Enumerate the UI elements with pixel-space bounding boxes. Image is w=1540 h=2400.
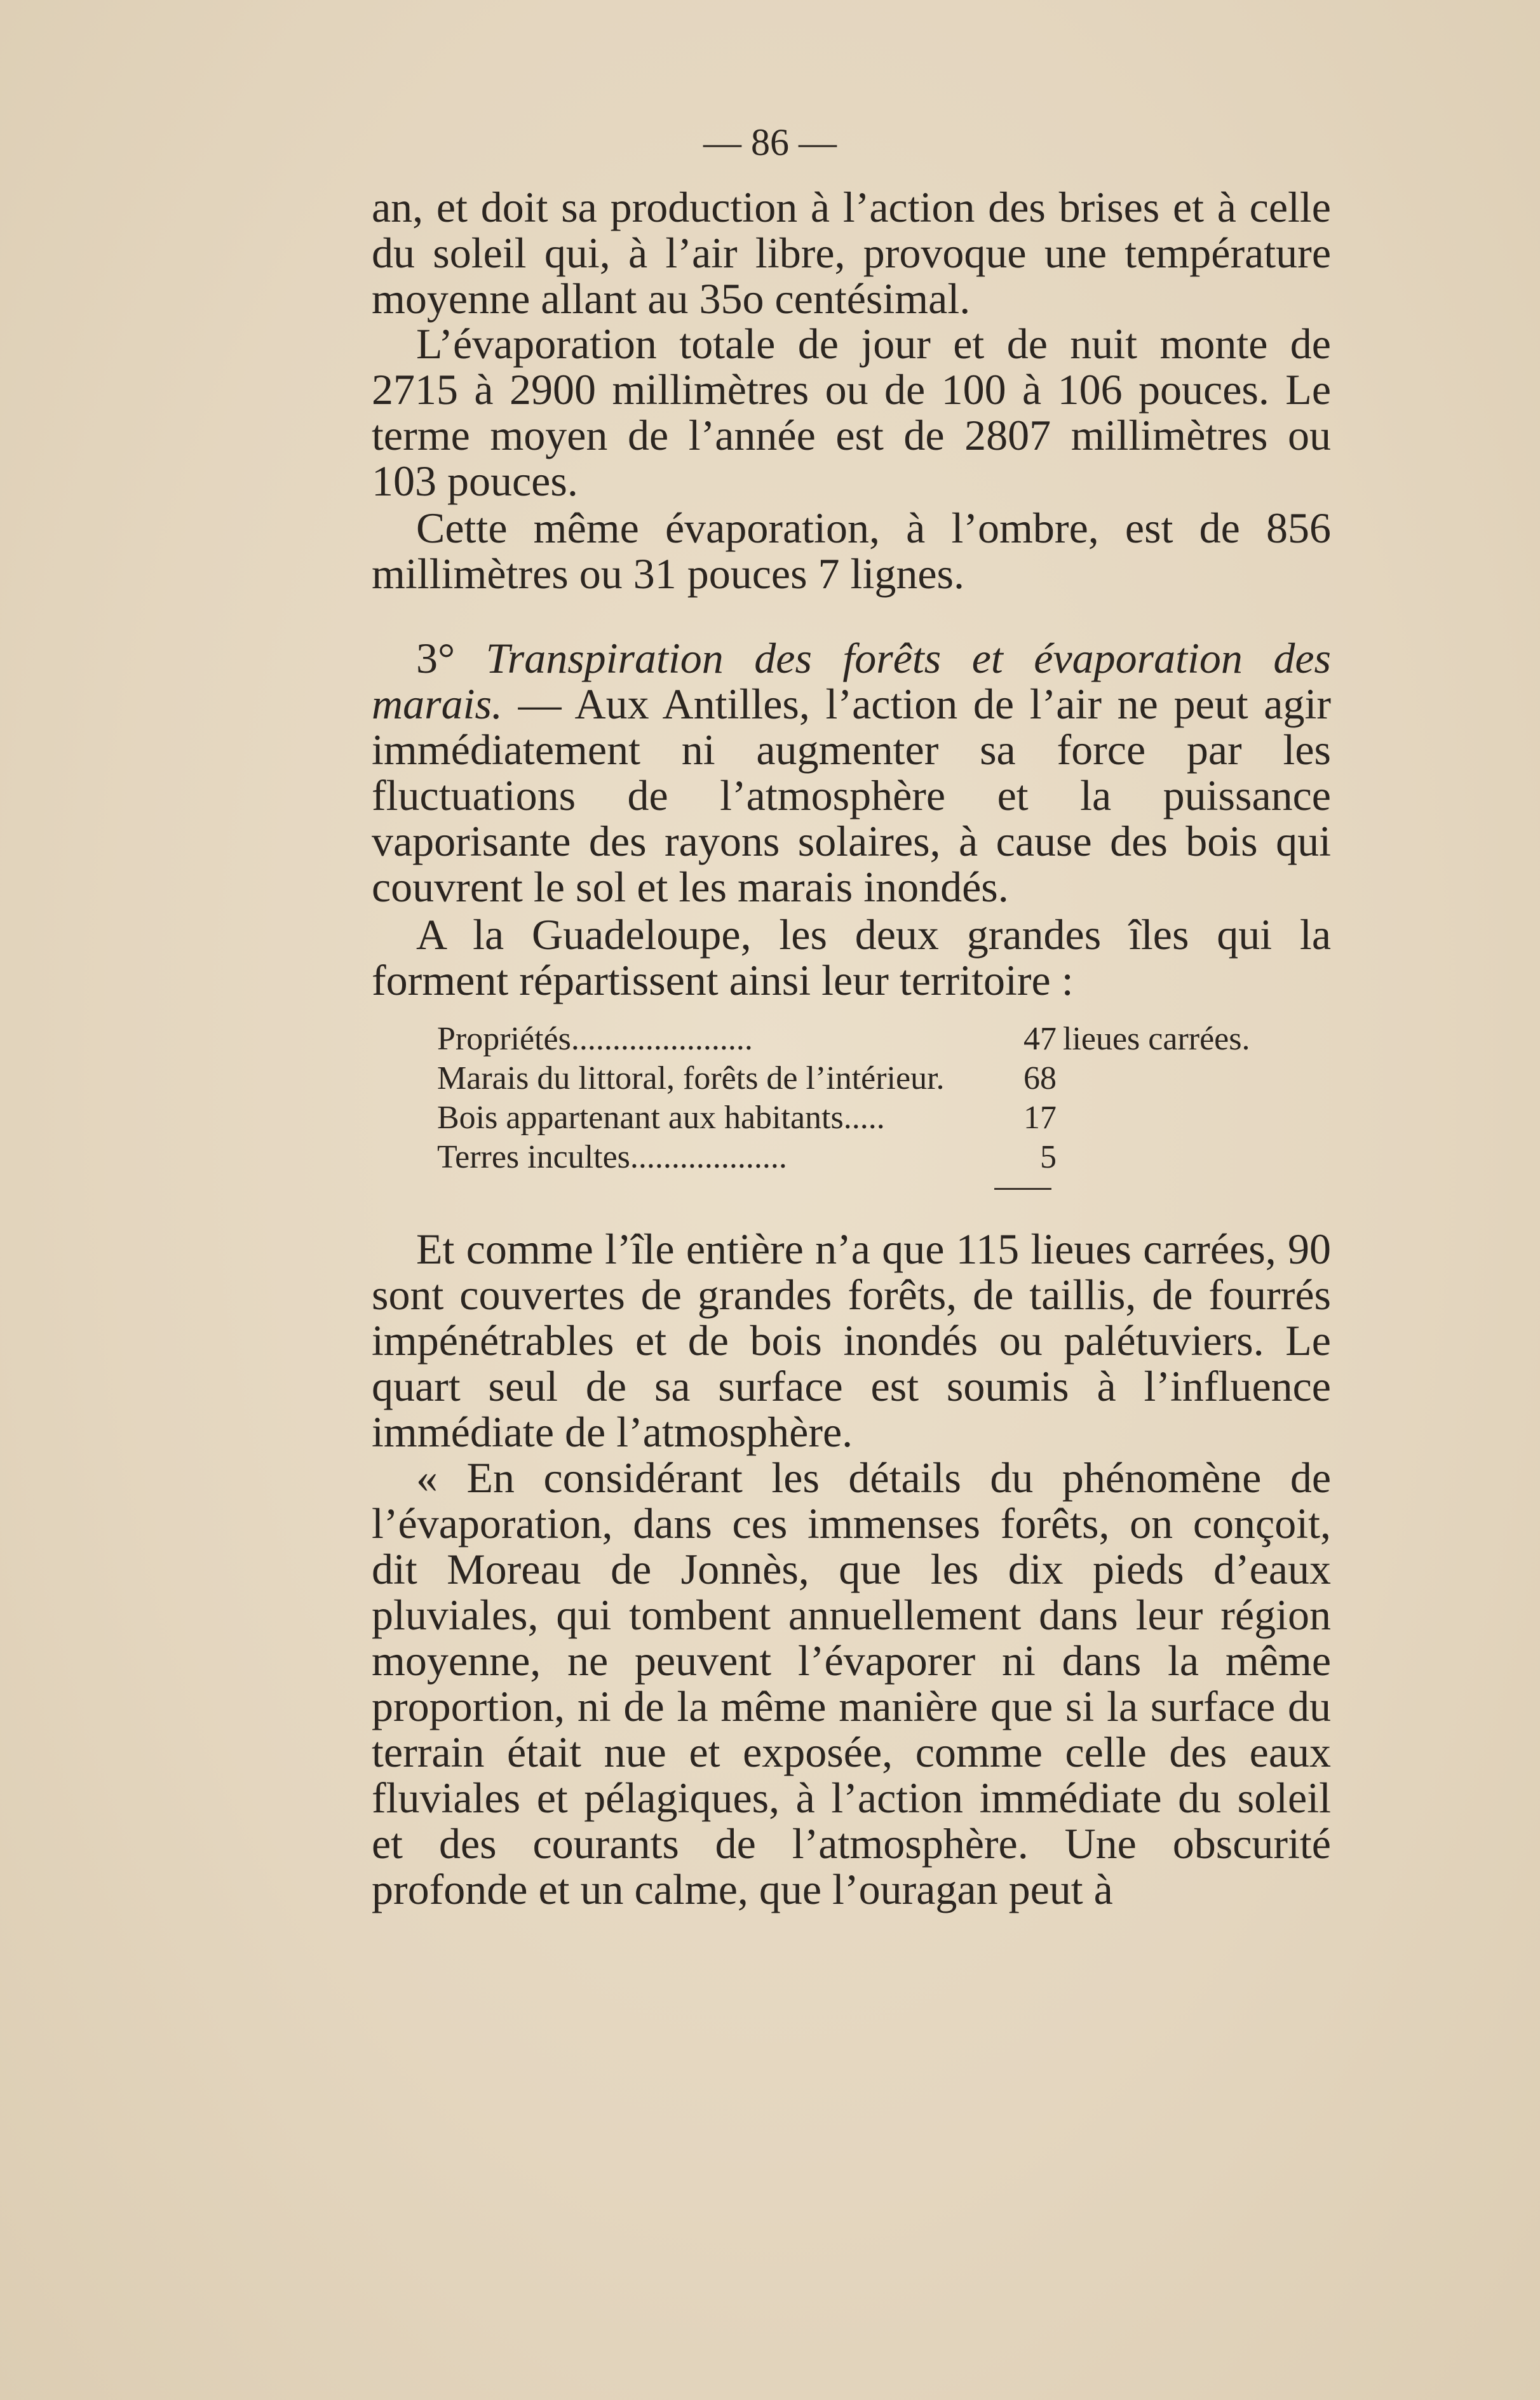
paragraph-text: A la Guadeloupe, les deux grandes îles qui la forment répartissent ainsi leur territoire : (372, 910, 1331, 1004)
row-label: Marais du littoral, forêts de l’intérieur. (437, 1060, 945, 1096)
table-row (437, 1020, 1314, 1059)
section-title: Transpiration des forêts et évaporation des marais. (372, 634, 1332, 728)
section-number: 3° (416, 634, 456, 682)
paragraph-continuation: an, et doit sa production à l’action des brises et à celle du soleil qui, à l’air libre, provoque une température moyenne allant au 35o centésimal. (372, 183, 1331, 323)
paragraph-text: Cette même évaporation, à l’ombre, est de 856 millimètres ou 31 pouces 7 lignes. (372, 504, 1331, 598)
row-value: 17 (1023, 1100, 1057, 1136)
paragraph-quotation (372, 1455, 1331, 1912)
paragraph-text: L’évaporation totale de jour et de nuit monte de 2715 à 2900 millimètres ou de 100 à 106 pouces. Le terme moyen de l’année est de 2807 millimètres ou 103 pouces. (372, 320, 1331, 505)
paragraph-evaporation-ombre (372, 505, 1331, 597)
table-row (437, 1059, 1314, 1098)
paragraph-ile-entiere (372, 1226, 1331, 1455)
paragraph-text: Et comme l’île entière n’a que 115 lieues carrées, 90 sont couvertes de grandes forêts, de taillis, de fourrés impénétrables et de bois inondés ou palétuviers. Le quart seul de sa surface est soumis à l’influence immédiate de l’atmosphère. (372, 1225, 1331, 1456)
page-number: — 86 — (703, 121, 837, 163)
row-unit: lieues carrées. (1063, 1021, 1250, 1057)
row-label: Bois appartenant aux habitants..... (437, 1100, 885, 1136)
table-row (437, 1138, 1314, 1177)
paragraph-evaporation-totale (372, 321, 1331, 504)
paragraph-text: « En considérant les détails du phénomène de l’évaporation, dans ces immenses forêts, on conçoit, dit Moreau de Jonnès, que les dix pieds d’eaux pluviales, qui tombent annuellement dans leur région moyenne, ne peuvent l’évaporer ni dans la même proportion, ni de la même manière que si la surface du terrain était nue et exposée, comme celle des eaux fluviales et pélagiques, à l’action immédiate du soleil et des courants de l’atmosphère. Une obscurité profonde et un calme, que l’ouragan peut à (372, 1453, 1331, 1913)
row-value: 47 (1023, 1021, 1057, 1057)
table-row (437, 1098, 1314, 1138)
row-value: 5 (1040, 1139, 1057, 1175)
paragraph-guadeloupe (372, 912, 1331, 1003)
paragraph-text: — Aux Antilles, l’action de l’air ne peut agir immédiatement ni augmenter sa force par les fluctuations de l’atmosphère et la puissance vaporisante des rayons solaires, à cause des bois qui couvrent le sol et les marais inondés. (372, 680, 1331, 911)
paragraph-transpiration (372, 635, 1331, 910)
territory-table (437, 1020, 1314, 1177)
row-label: Propriétés...................... (437, 1021, 753, 1057)
total-rule (994, 1188, 1051, 1190)
row-label: Terres incultes................... (437, 1139, 787, 1175)
row-value: 68 (1023, 1060, 1057, 1096)
